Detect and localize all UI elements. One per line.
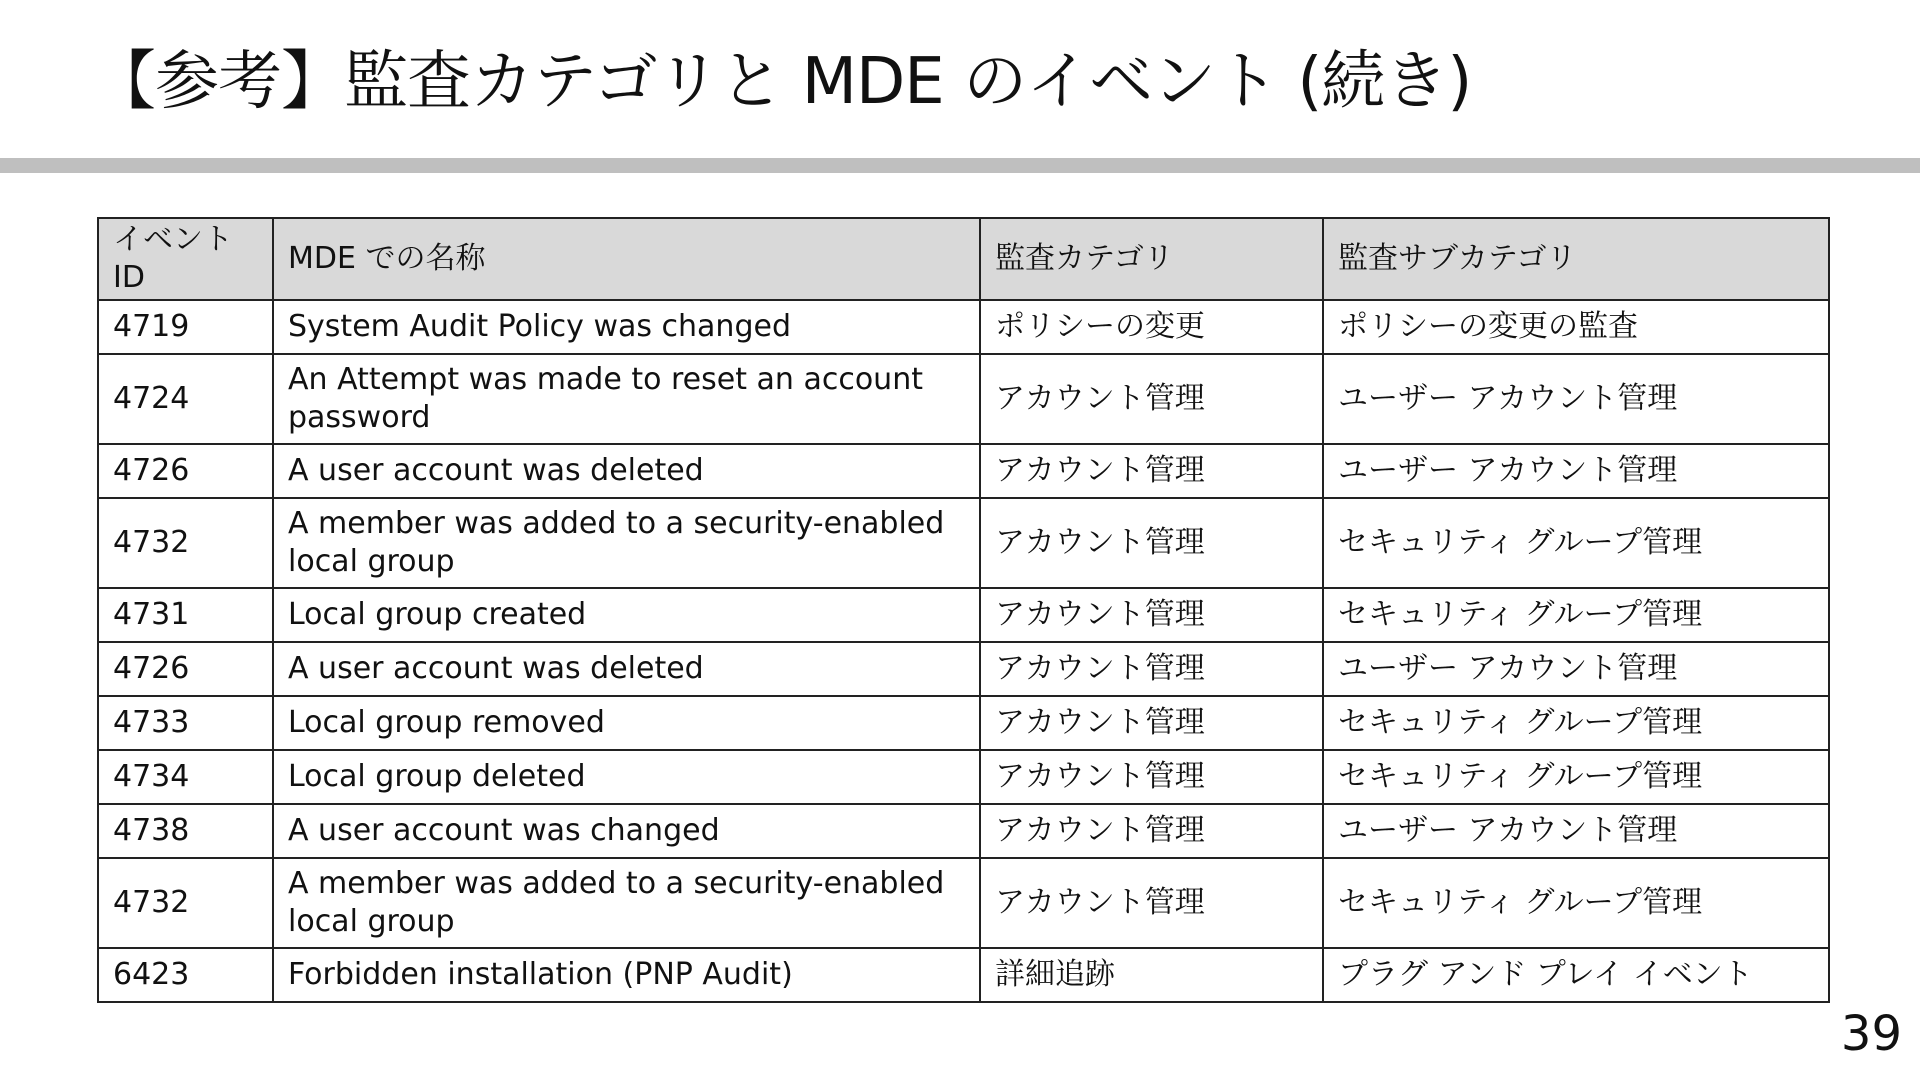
table-row	[98, 642, 1829, 696]
cell-event-id: 4738	[98, 804, 273, 858]
header-audit-category: 監査カテゴリ	[980, 218, 1323, 300]
cell-audit-category: アカウント管理	[980, 750, 1323, 804]
table-row	[98, 588, 1829, 642]
table-row	[98, 300, 1829, 354]
cell-event-id: 4732	[98, 858, 273, 948]
cell-audit-subcategory: プラグ アンド プレイ イベント	[1323, 948, 1829, 1002]
cell-mde-name: System Audit Policy was changed	[273, 300, 980, 354]
cell-audit-category: ポリシーの変更	[980, 300, 1323, 354]
cell-mde-name: Local group created	[273, 588, 980, 642]
cell-mde-name: Forbidden installation (PNP Audit)	[273, 948, 980, 1002]
table-row	[98, 498, 1829, 588]
cell-event-id: 4734	[98, 750, 273, 804]
cell-audit-category: アカウント管理	[980, 588, 1323, 642]
table-row	[98, 696, 1829, 750]
cell-mde-name: Local group deleted	[273, 750, 980, 804]
slide-title: 【参考】監査カテゴリと MDE のイベント (続き)	[92, 45, 1472, 119]
title-divider	[0, 158, 1920, 173]
cell-event-id: 4732	[98, 498, 273, 588]
header-event-id: イベント ID	[98, 218, 273, 300]
cell-event-id: 4731	[98, 588, 273, 642]
header-audit-subcategory: 監査サブカテゴリ	[1323, 218, 1829, 300]
cell-audit-subcategory: ユーザー アカウント管理	[1323, 444, 1829, 498]
cell-audit-category: アカウント管理	[980, 804, 1323, 858]
table-row	[98, 354, 1829, 444]
cell-audit-category: アカウント管理	[980, 498, 1323, 588]
cell-mde-name: A member was added to a security-enabled local group	[273, 858, 980, 948]
cell-audit-category: アカウント管理	[980, 354, 1323, 444]
cell-audit-category: アカウント管理	[980, 444, 1323, 498]
event-table-container	[97, 217, 1828, 1003]
cell-audit-subcategory: ユーザー アカウント管理	[1323, 642, 1829, 696]
table-row	[98, 858, 1829, 948]
cell-event-id: 4733	[98, 696, 273, 750]
header-mde-name: MDE での名称	[273, 218, 980, 300]
cell-mde-name: Local group removed	[273, 696, 980, 750]
cell-event-id: 4726	[98, 642, 273, 696]
table-header-row	[98, 218, 1829, 300]
cell-audit-subcategory: セキュリティ グループ管理	[1323, 696, 1829, 750]
cell-audit-subcategory: セキュリティ グループ管理	[1323, 588, 1829, 642]
cell-audit-subcategory: ポリシーの変更の監査	[1323, 300, 1829, 354]
cell-event-id: 4726	[98, 444, 273, 498]
table-row	[98, 948, 1829, 1002]
cell-audit-category: 詳細追跡	[980, 948, 1323, 1002]
cell-event-id: 4719	[98, 300, 273, 354]
page-number: 39	[1840, 1006, 1902, 1062]
cell-audit-subcategory: セキュリティ グループ管理	[1323, 750, 1829, 804]
cell-audit-subcategory: ユーザー アカウント管理	[1323, 354, 1829, 444]
cell-mde-name: A member was added to a security-enabled local group	[273, 498, 980, 588]
cell-audit-category: アカウント管理	[980, 858, 1323, 948]
cell-mde-name: An Attempt was made to reset an account password	[273, 354, 980, 444]
cell-mde-name: A user account was deleted	[273, 642, 980, 696]
cell-event-id: 6423	[98, 948, 273, 1002]
table-row	[98, 444, 1829, 498]
event-table	[97, 217, 1830, 1003]
cell-event-id: 4724	[98, 354, 273, 444]
cell-audit-category: アカウント管理	[980, 642, 1323, 696]
cell-audit-category: アカウント管理	[980, 696, 1323, 750]
cell-mde-name: A user account was deleted	[273, 444, 980, 498]
table-row	[98, 804, 1829, 858]
cell-audit-subcategory: ユーザー アカウント管理	[1323, 804, 1829, 858]
cell-audit-subcategory: セキュリティ グループ管理	[1323, 858, 1829, 948]
cell-audit-subcategory: セキュリティ グループ管理	[1323, 498, 1829, 588]
table-row	[98, 750, 1829, 804]
cell-mde-name: A user account was changed	[273, 804, 980, 858]
